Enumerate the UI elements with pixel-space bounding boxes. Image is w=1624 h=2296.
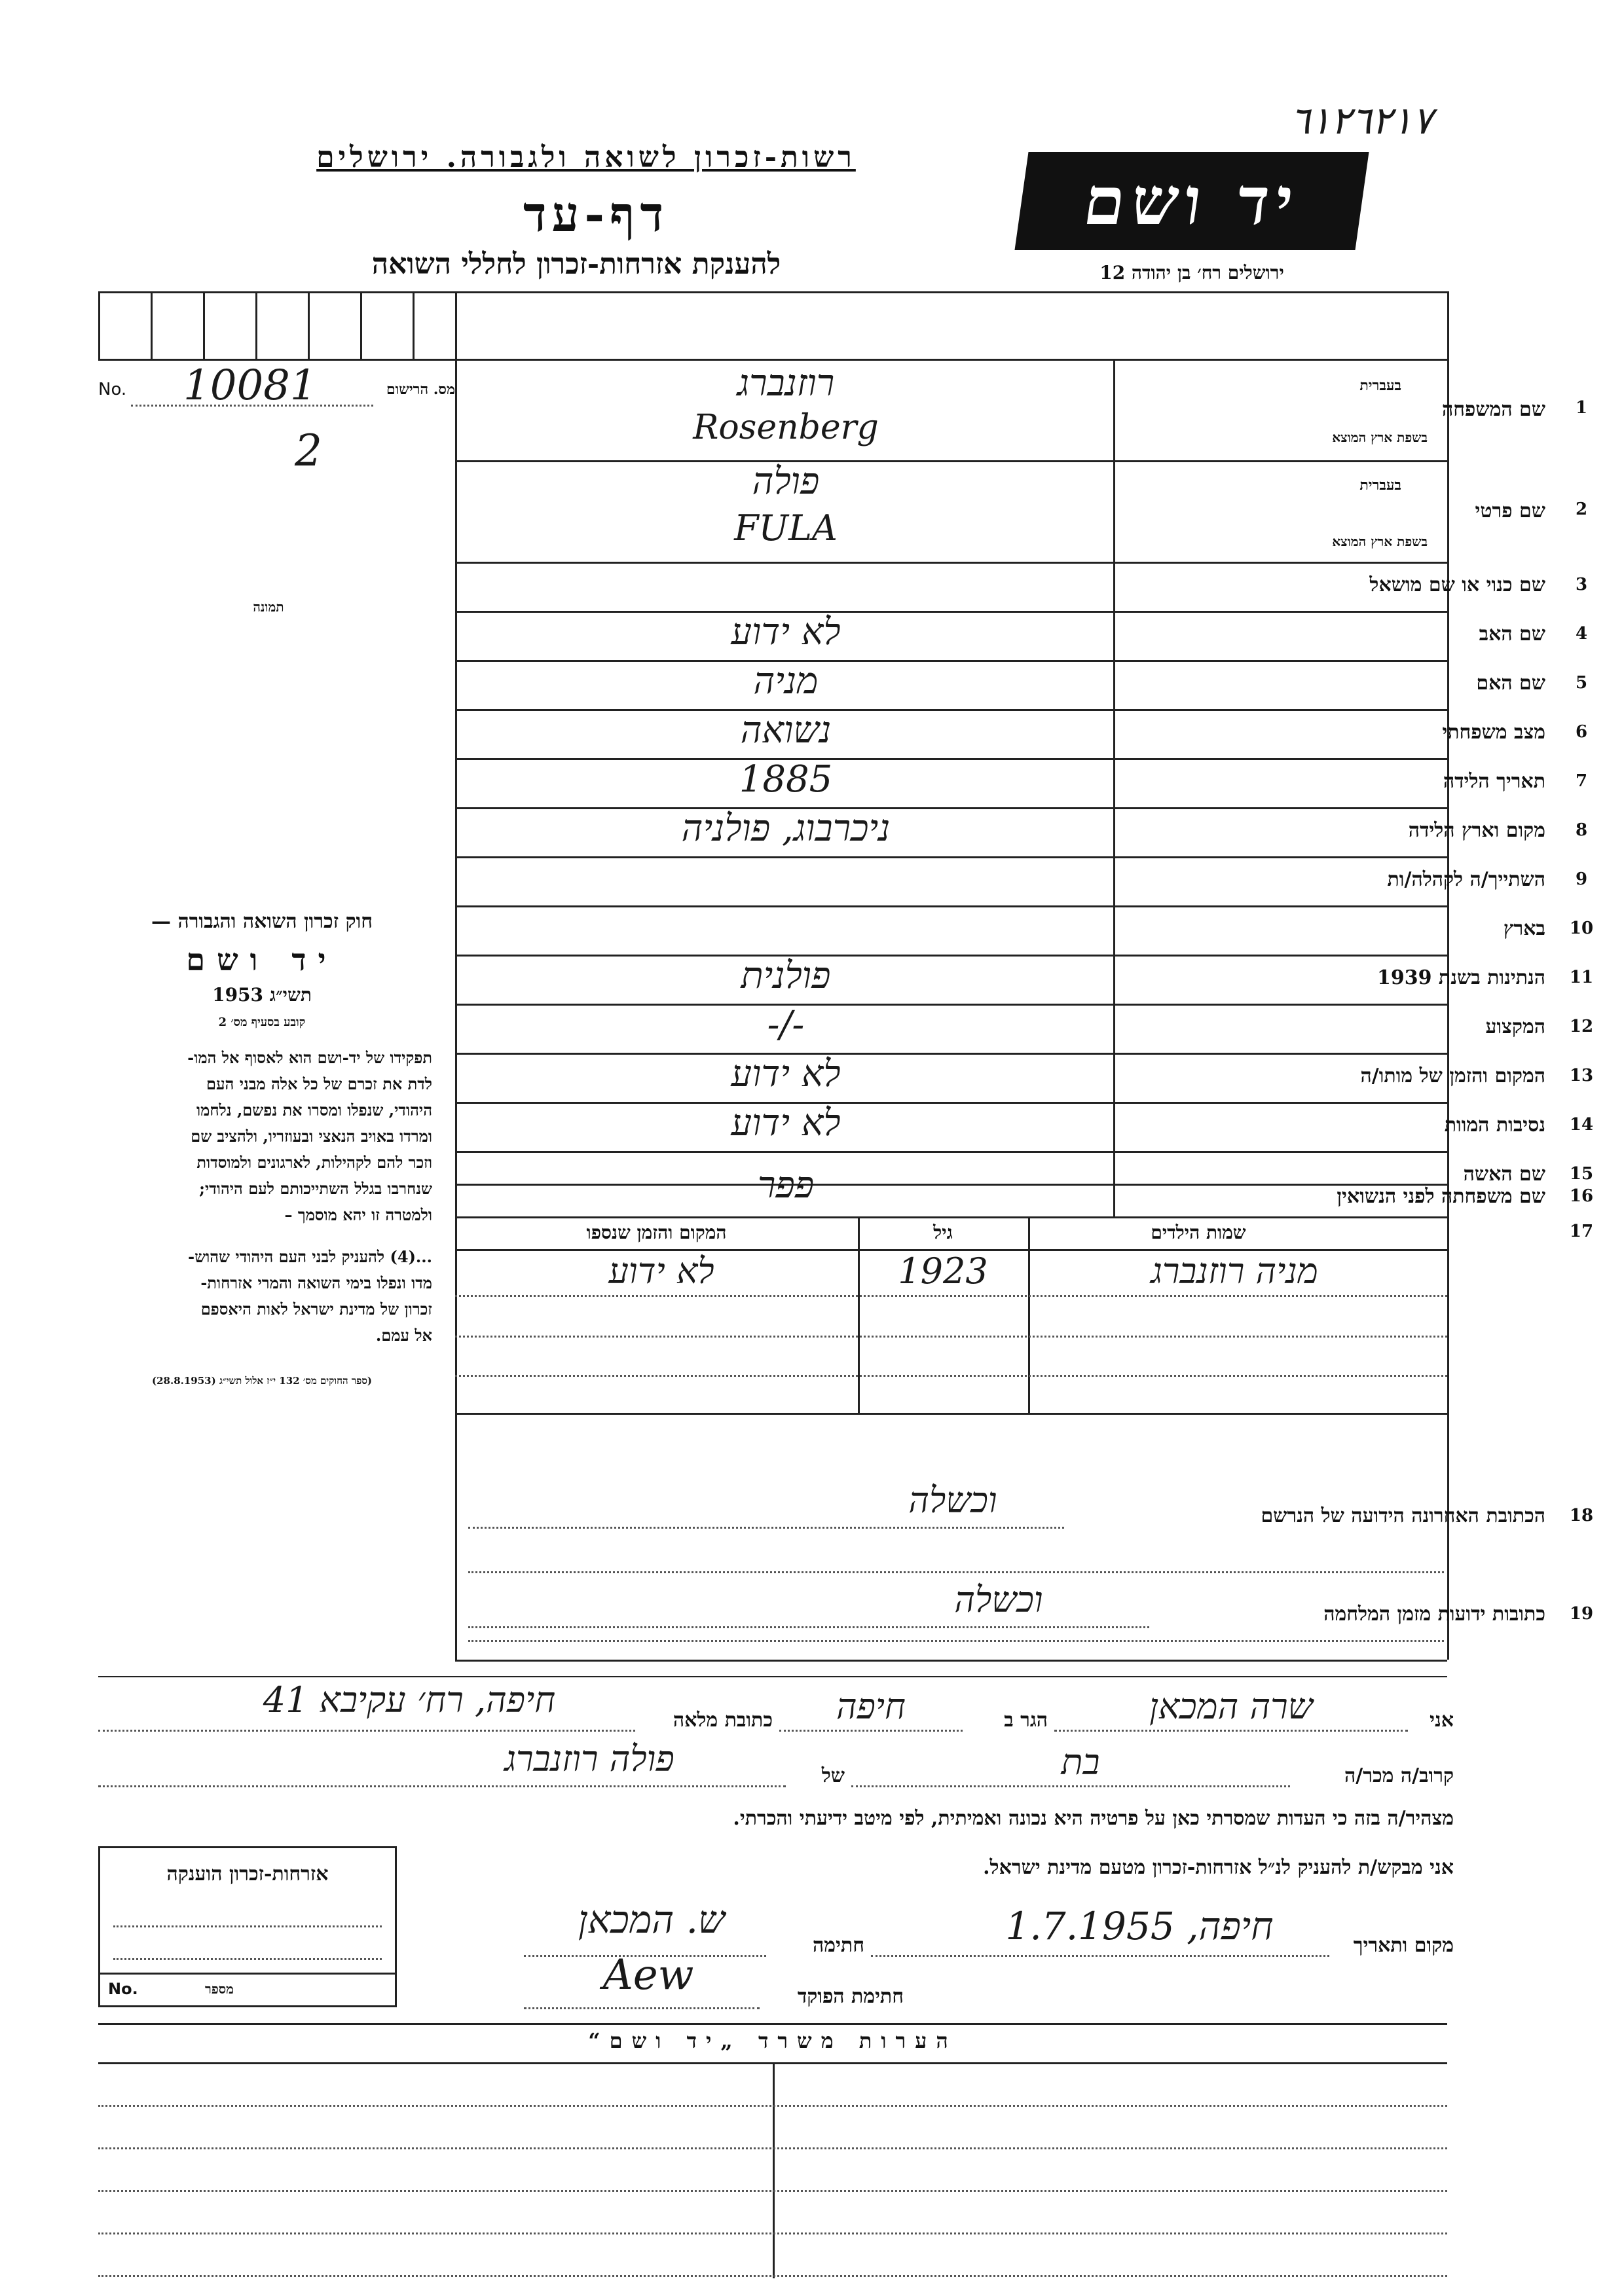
marital-status-value: נשואה [740, 709, 832, 752]
children-field-number: 17 [1569, 1222, 1594, 1241]
field-label: שם המשפחה [1441, 398, 1545, 421]
law-section: קובע בסעיף מס׳ 2 [218, 1015, 306, 1029]
field-number: 16 [1569, 1186, 1594, 1206]
field-label: תאריך הלידה [1443, 770, 1545, 793]
declaration-resident-label: הגר ב [1004, 1709, 1048, 1732]
law-paragraph-1 [92, 1045, 432, 1228]
declaration-statement: מצהיר/ה בזה כי העדות שמסרתי כאן על פרטיה היא נכונה ואמיתית, לפי מיטב ידיעתי והכרתי. [733, 1807, 1454, 1830]
law-line: לדת את זכרם של כל אלה מבני העם [206, 1074, 432, 1093]
first-name-local-value: FULA [734, 507, 838, 549]
field-number: 10 [1569, 919, 1594, 938]
field-number: 9 [1575, 869, 1588, 889]
birth-date-value: 1885 [739, 758, 833, 801]
law-line: אל עמם. [375, 1326, 432, 1345]
field-last-address [455, 1414, 1624, 1532]
field-label: מקום וארץ הלידה [1408, 819, 1545, 842]
declarant-city-value: חיפה [836, 1686, 906, 1727]
field-number: 8 [1575, 820, 1588, 840]
child-place-time-value: לא ידוע [608, 1250, 714, 1292]
last-address-value: וכשלה [908, 1480, 997, 1521]
field-number: 12 [1569, 1017, 1594, 1036]
law-excerpt [92, 910, 432, 1387]
law-line: וזכר להם לקהילות, לארגונים ולמוסדות [196, 1153, 432, 1172]
child-name-value: מניה רוזנברג [1151, 1250, 1318, 1292]
office-notes-title: הערות משרד „יד ושם“ [588, 2028, 957, 2053]
field-label: נסיבות המוות [1444, 1114, 1545, 1137]
declaration-ani-label: אני [1430, 1709, 1454, 1732]
wartime-addresses-value: וכשלה [954, 1579, 1043, 1620]
citizenship-number-label: מספר [205, 1981, 234, 1997]
declaration-full-address-label: כתובת מלאה [673, 1709, 773, 1732]
field-label: השתייך/ה לקהלה/ות [1387, 868, 1545, 891]
field-label: שם האשה [1463, 1163, 1545, 1186]
place-date-label: מקום ותאריך [1353, 1934, 1454, 1957]
law-title: חוק זכרון השואה והגבורה — [151, 910, 373, 933]
children-row [455, 1250, 1447, 1295]
citizenship-box-title: אזרחות-זכרון הוענקה [166, 1863, 329, 1886]
declaration-request: אני מבקש/ת להעניק לנ״ל אזרחות-זכרון מטעם מדינת ישראל. [983, 1856, 1454, 1879]
field-number: 18 [1569, 1506, 1594, 1525]
officer-signature-block [458, 1951, 1454, 2016]
citizenship-box-number-row [100, 1973, 395, 2007]
field-number: 3 [1575, 575, 1588, 594]
place-date-value: חיפה, 1.7.1955 [1005, 1904, 1274, 1948]
last-address-label: הכתובת האחרונה הידועה של הנרשם [1261, 1504, 1545, 1527]
field-number: 4 [1575, 624, 1588, 644]
field-label: מצב משפחתי [1442, 721, 1545, 744]
declarant-relation-value: בת [1061, 1741, 1100, 1783]
field-label: שם פרטי [1475, 500, 1545, 522]
law-line: מדו ונפלו בימי השואה והמרי אזרחות- [200, 1273, 432, 1292]
mother-name-value: מניה [753, 660, 819, 702]
law-line: ...(4) להעניק לבני העם היהודי שהוש- [188, 1247, 432, 1266]
law-line: תפקידו של יד-ושם הוא לאסוף אל המו- [187, 1048, 432, 1067]
field-sub-hebrew: בעברית [1359, 377, 1401, 394]
field-mother-name [0, 660, 1624, 709]
citizenship-1939-value: פולנית [741, 955, 831, 997]
field-number: 6 [1575, 722, 1588, 742]
field-first-name [0, 460, 1624, 562]
declarant-name-value: שרה המכאן [1149, 1686, 1313, 1727]
photo-placeholder-label: תמונה [253, 599, 284, 615]
law-line: זכרון של מדינת ישראל לאות היאספם [200, 1300, 432, 1319]
field-label: בארץ [1503, 917, 1545, 940]
field-birth-place [0, 807, 1624, 856]
child-age-value: 1923 [898, 1250, 988, 1292]
declaration-line-2 [98, 1738, 1454, 1797]
declaration-relative-label: קרוב/ה מכר/ה [1344, 1764, 1454, 1787]
family-name-hebrew-value: רוזנברג [737, 362, 835, 405]
field-label: שם משפחתה לפני הנשואין [1337, 1185, 1545, 1208]
death-circumstances-value: לא ידוע [731, 1102, 841, 1144]
field-label: שם האב [1479, 623, 1545, 646]
registration-number-value: 10081 [183, 361, 317, 410]
children-header-age: גיל [933, 1222, 953, 1243]
yad-vashem-logo [1014, 152, 1369, 250]
wartime-addresses-label: כתובות ידועות מזמן המלחמה [1323, 1603, 1545, 1626]
declarant-signature: ש. המכאן [578, 1897, 726, 1942]
law-line: ומרדו באויב הנאצי ובעוזריו, ולהציב שם [191, 1127, 432, 1146]
registration-sub-number: 2 [295, 426, 322, 476]
form-subtitle: להענקת אזרחות-זכרון לחללי השואה [371, 247, 781, 281]
law-line: ולמטרה זו יהא מוסמך – [284, 1205, 432, 1224]
maiden-name-value: פפר [757, 1164, 815, 1207]
logo-text: יד ושם [1079, 162, 1305, 240]
field-marital-status [0, 709, 1624, 758]
field-label: שם כנוי או שם מושאל [1369, 574, 1545, 596]
children-header-names: שמות הילדים [1151, 1222, 1246, 1243]
signature-label: חתימה [813, 1934, 864, 1957]
field-family-name [0, 359, 1624, 460]
office-address: ירושלים רח׳ בן יהודה 12 [1099, 262, 1284, 283]
field-community [0, 856, 1624, 905]
field-label: הנתינות בשנת 1939 [1376, 966, 1545, 989]
law-paragraph-2 [92, 1244, 432, 1349]
field-label: המקצוע [1485, 1015, 1545, 1038]
law-line: היהודי, שנפלו ומסרו את נפשם, נלחמו [196, 1101, 432, 1120]
declarant-full-address-value: חיפה, רח׳ עקיבא 41 [263, 1679, 556, 1721]
officer-signature-label: חתימת הפוקד [797, 1985, 904, 2008]
citizenship-granted-box [98, 1846, 397, 2007]
field-number: 2 [1575, 500, 1588, 519]
children-header-place-time: המקום והזמן שנספו [586, 1222, 727, 1243]
declaration-of-name-value: פולה רוזנברג [504, 1738, 674, 1779]
first-name-hebrew-value: פולה [752, 460, 820, 503]
field-number: 7 [1575, 771, 1588, 791]
law-citation: (ספר החוקים מס׳ 132 י״ז אלול תשי״ג (28.8.1953) [152, 1375, 372, 1387]
law-line: שנחרבו בגלל השתייכותם לעם היהודי; [199, 1179, 432, 1198]
citizenship-no-label: No. [108, 1980, 138, 1998]
law-name: יד ושם [186, 942, 338, 977]
field-number: 5 [1575, 673, 1588, 693]
field-number: 15 [1569, 1164, 1594, 1184]
registration-no-label-he: מס. הרישום [386, 381, 455, 398]
field-number: 14 [1569, 1115, 1594, 1135]
birth-place-value: ניכרבוג, פולניה [681, 807, 891, 850]
field-number: 19 [1569, 1604, 1594, 1624]
family-name-local-value: Rosenberg [693, 408, 879, 447]
org-title: רשות-זכרון לשואה ולגבורה. ירושלים [316, 141, 856, 174]
registration-no-label: No. [98, 380, 127, 399]
field-sub-local: בשפת ארץ המוצא [1332, 429, 1428, 445]
field-number: 13 [1569, 1066, 1594, 1085]
field-nickname [0, 562, 1624, 611]
field-sub-hebrew: בעברית [1359, 477, 1401, 494]
law-year: תשי״ג 1953 [212, 984, 312, 1006]
field-label: שם האם [1476, 672, 1545, 695]
field-father-name [0, 611, 1624, 660]
archive-reference-number: ٦١٢٦٢١٧ [1290, 98, 1433, 143]
declaration-line-1 [98, 1679, 1454, 1741]
profession-value: -/- [767, 1004, 805, 1046]
field-label: המקום והזמן של מותו/ה [1360, 1065, 1545, 1087]
field-number: 11 [1569, 968, 1594, 987]
death-place-time-value: לא ידוע [731, 1053, 841, 1095]
declaration-of-label: של [821, 1764, 845, 1787]
officer-signature: Aew [602, 1951, 694, 1999]
field-sub-local: בשפת ארץ המוצא [1332, 534, 1428, 549]
father-name-value: לא ידוע [731, 611, 841, 653]
field-birth-date [0, 758, 1624, 807]
form-title: דף-עד [523, 187, 669, 243]
field-number: 1 [1575, 398, 1588, 418]
